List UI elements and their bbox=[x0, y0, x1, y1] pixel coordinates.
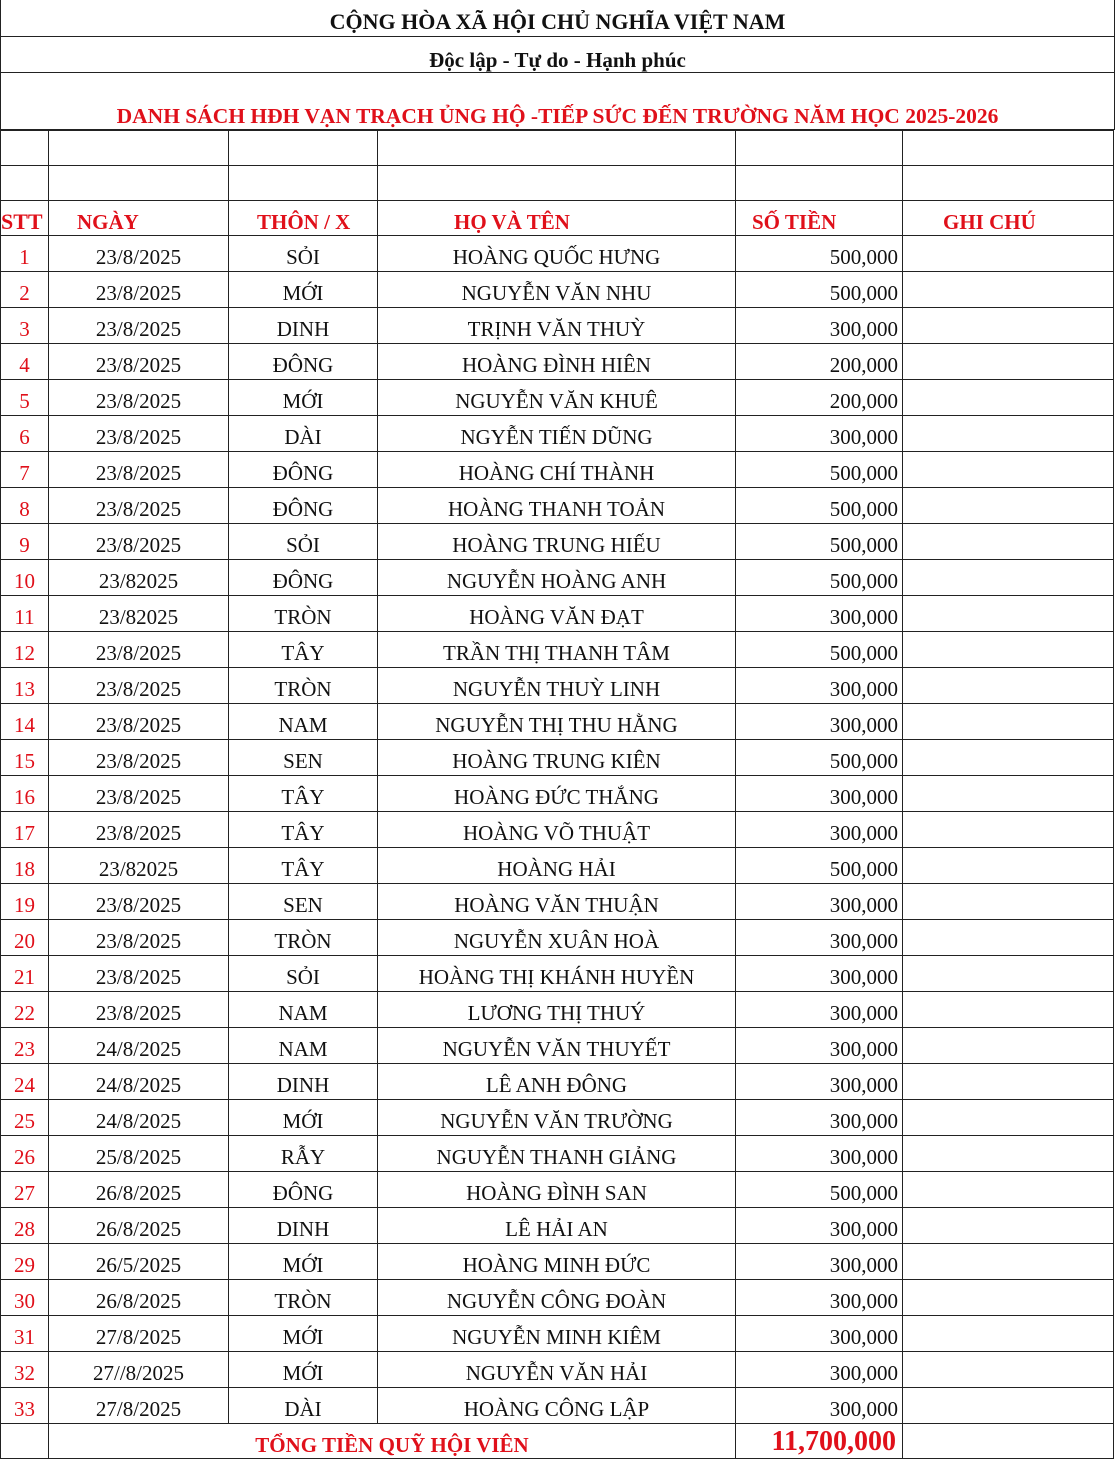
row-note[interactable] bbox=[903, 956, 1114, 992]
table-row bbox=[1, 632, 1114, 668]
row-name[interactable]: HOÀNG TRUNG KIÊN bbox=[378, 740, 736, 776]
table-row bbox=[1, 992, 1114, 1028]
row-village[interactable]: SEN bbox=[229, 740, 378, 776]
row-note[interactable] bbox=[903, 596, 1114, 632]
blank-row bbox=[1, 131, 1114, 166]
row-date[interactable]: 23/8/2025 bbox=[49, 488, 229, 524]
row-name[interactable]: TRỊNH VĂN THUỲ bbox=[378, 308, 736, 344]
row-note[interactable] bbox=[903, 416, 1114, 452]
row-name[interactable]: HOÀNG CÔNG LẬP bbox=[378, 1388, 736, 1424]
row-amount[interactable]: 300,000 bbox=[736, 1316, 903, 1352]
row-amount[interactable]: 300,000 bbox=[736, 1064, 903, 1100]
row-village[interactable]: TRÒN bbox=[229, 920, 378, 956]
total-row bbox=[1, 1424, 1114, 1459]
row-amount[interactable]: 300,000 bbox=[736, 1280, 903, 1316]
row-amount[interactable]: 500,000 bbox=[736, 848, 903, 884]
header-note[interactable]: GHI CHÚ bbox=[903, 201, 1114, 236]
row-stt[interactable]: 15 bbox=[1, 740, 49, 776]
row-date[interactable]: 24/8/2025 bbox=[49, 1064, 229, 1100]
row-date[interactable]: 23/8/2025 bbox=[49, 416, 229, 452]
row-amount[interactable]: 300,000 bbox=[736, 1136, 903, 1172]
cell[interactable] bbox=[1, 1424, 49, 1459]
row-name[interactable]: HOÀNG THỊ KHÁNH HUYỀN bbox=[378, 956, 736, 992]
row-stt[interactable]: 32 bbox=[1, 1352, 49, 1388]
blank-row bbox=[1, 166, 1114, 201]
row-stt[interactable]: 16 bbox=[1, 776, 49, 812]
document-title: DANH SÁCH HĐH VẠN TRẠCH ỦNG HỘ -TIẾP SỨC ĐẾN TRƯỜNG NĂM HỌC 2025-2026 bbox=[0, 73, 1115, 130]
column-header-row bbox=[1, 201, 1114, 236]
row-stt[interactable]: 20 bbox=[1, 920, 49, 956]
row-village[interactable]: TÂY bbox=[229, 812, 378, 848]
cell[interactable] bbox=[903, 131, 1114, 166]
row-date[interactable]: 26/8/2025 bbox=[49, 1172, 229, 1208]
row-amount[interactable]: 300,000 bbox=[736, 884, 903, 920]
row-amount[interactable]: 300,000 bbox=[736, 992, 903, 1028]
table-row bbox=[1, 560, 1114, 596]
row-date[interactable]: 26/8/2025 bbox=[49, 1208, 229, 1244]
row-village[interactable]: TRÒN bbox=[229, 668, 378, 704]
row-stt[interactable]: 27 bbox=[1, 1172, 49, 1208]
row-note[interactable] bbox=[903, 884, 1114, 920]
row-date[interactable]: 23/82025 bbox=[49, 596, 229, 632]
row-note[interactable] bbox=[903, 1280, 1114, 1316]
header-name[interactable]: HỌ VÀ TÊN bbox=[378, 201, 736, 236]
row-village[interactable]: TRÒN bbox=[229, 596, 378, 632]
table-row bbox=[1, 524, 1114, 560]
row-name[interactable]: NGUYỄN VĂN TRƯỜNG bbox=[378, 1100, 736, 1136]
row-village[interactable]: SỎI bbox=[229, 956, 378, 992]
row-note[interactable] bbox=[903, 1064, 1114, 1100]
row-note[interactable] bbox=[903, 992, 1114, 1028]
row-village[interactable]: NAM bbox=[229, 992, 378, 1028]
row-name[interactable]: LÊ ANH ĐÔNG bbox=[378, 1064, 736, 1100]
row-name[interactable]: LƯƠNG THỊ THUÝ bbox=[378, 992, 736, 1028]
row-stt[interactable]: 9 bbox=[1, 524, 49, 560]
row-date[interactable]: 23/8/2025 bbox=[49, 704, 229, 740]
row-amount[interactable]: 500,000 bbox=[736, 1172, 903, 1208]
row-name[interactable]: HOÀNG TRUNG HIẾU bbox=[378, 524, 736, 560]
table-row bbox=[1, 1208, 1114, 1244]
row-note[interactable] bbox=[903, 308, 1114, 344]
row-note[interactable] bbox=[903, 452, 1114, 488]
row-stt[interactable]: 18 bbox=[1, 848, 49, 884]
table-row bbox=[1, 1100, 1114, 1136]
header-stt[interactable]: STT bbox=[1, 201, 49, 236]
row-amount[interactable]: 300,000 bbox=[736, 776, 903, 812]
row-village[interactable]: ĐÔNG bbox=[229, 560, 378, 596]
row-note[interactable] bbox=[903, 488, 1114, 524]
row-date[interactable]: 23/8/2025 bbox=[49, 740, 229, 776]
row-name[interactable]: HOÀNG ĐỨC THẮNG bbox=[378, 776, 736, 812]
row-village[interactable]: DINH bbox=[229, 308, 378, 344]
row-note[interactable] bbox=[903, 920, 1114, 956]
row-date[interactable]: 23/8/2025 bbox=[49, 236, 229, 272]
row-stt[interactable]: 1 bbox=[1, 236, 49, 272]
table-row bbox=[1, 1280, 1114, 1316]
total-amount[interactable]: 11,700,000 bbox=[736, 1424, 903, 1459]
row-village[interactable]: TÂY bbox=[229, 632, 378, 668]
row-stt[interactable]: 23 bbox=[1, 1028, 49, 1064]
cell[interactable] bbox=[736, 131, 903, 166]
row-stt[interactable]: 30 bbox=[1, 1280, 49, 1316]
table-row bbox=[1, 1064, 1114, 1100]
row-name[interactable]: HOÀNG QUỐC HƯNG bbox=[378, 236, 736, 272]
table-row bbox=[1, 668, 1114, 704]
row-amount[interactable]: 300,000 bbox=[736, 1244, 903, 1280]
cell[interactable] bbox=[378, 166, 736, 201]
nation-heading: CỘNG HÒA XÃ HỘI CHỦ NGHĨA VIỆT NAM bbox=[0, 0, 1115, 37]
row-date[interactable]: 27/8/2025 bbox=[49, 1316, 229, 1352]
row-date[interactable]: 23/82025 bbox=[49, 848, 229, 884]
header-village[interactable]: THÔN / X bbox=[229, 201, 378, 236]
row-note[interactable] bbox=[903, 524, 1114, 560]
row-stt[interactable]: 4 bbox=[1, 344, 49, 380]
table-row bbox=[1, 452, 1114, 488]
donation-table bbox=[0, 130, 1114, 1459]
row-stt[interactable]: 17 bbox=[1, 812, 49, 848]
table-row bbox=[1, 1352, 1114, 1388]
row-village[interactable]: MỚI bbox=[229, 1352, 378, 1388]
row-note[interactable] bbox=[903, 1172, 1114, 1208]
cell[interactable] bbox=[1, 131, 49, 166]
cell[interactable] bbox=[1, 166, 49, 201]
table-row bbox=[1, 344, 1114, 380]
row-date[interactable]: 23/8/2025 bbox=[49, 812, 229, 848]
row-name[interactable]: NGYỄN TIẾN DŨNG bbox=[378, 416, 736, 452]
row-stt[interactable]: 7 bbox=[1, 452, 49, 488]
row-note[interactable] bbox=[903, 380, 1114, 416]
row-name[interactable]: HOÀNG ĐÌNH SAN bbox=[378, 1172, 736, 1208]
row-village[interactable]: MỚI bbox=[229, 380, 378, 416]
row-note[interactable] bbox=[903, 1352, 1114, 1388]
row-note[interactable] bbox=[903, 1028, 1114, 1064]
motto-heading: Độc lập - Tự do - Hạnh phúc bbox=[0, 37, 1115, 73]
row-stt[interactable]: 10 bbox=[1, 560, 49, 596]
row-name[interactable]: HOÀNG THANH TOẢN bbox=[378, 488, 736, 524]
row-stt[interactable]: 26 bbox=[1, 1136, 49, 1172]
row-stt[interactable]: 31 bbox=[1, 1316, 49, 1352]
row-name[interactable]: TRẦN THỊ THANH TÂM bbox=[378, 632, 736, 668]
row-date[interactable]: 26/8/2025 bbox=[49, 1280, 229, 1316]
row-name[interactable]: NGUYỄN THANH GIẢNG bbox=[378, 1136, 736, 1172]
row-date[interactable]: 24/8/2025 bbox=[49, 1100, 229, 1136]
row-village[interactable]: TÂY bbox=[229, 776, 378, 812]
row-name[interactable]: NGUYỄN CÔNG ĐOÀN bbox=[378, 1280, 736, 1316]
row-name[interactable]: NGUYỄN MINH KIÊM bbox=[378, 1316, 736, 1352]
row-stt[interactable]: 11 bbox=[1, 596, 49, 632]
row-village[interactable]: MỚI bbox=[229, 272, 378, 308]
row-name[interactable]: NGUYỄN VĂN THUYẾT bbox=[378, 1028, 736, 1064]
row-village[interactable]: DINH bbox=[229, 1208, 378, 1244]
table-row bbox=[1, 884, 1114, 920]
row-note[interactable] bbox=[903, 272, 1114, 308]
row-note[interactable] bbox=[903, 1316, 1114, 1352]
row-stt[interactable]: 21 bbox=[1, 956, 49, 992]
row-amount[interactable]: 300,000 bbox=[736, 704, 903, 740]
total-label[interactable]: TỔNG TIỀN QUỸ HỘI VIÊN bbox=[49, 1424, 736, 1459]
row-date[interactable]: 23/8/2025 bbox=[49, 272, 229, 308]
row-amount[interactable]: 500,000 bbox=[736, 452, 903, 488]
table-row bbox=[1, 236, 1114, 272]
row-date[interactable]: 26/5/2025 bbox=[49, 1244, 229, 1280]
table-row bbox=[1, 956, 1114, 992]
row-date[interactable]: 27/8/2025 bbox=[49, 1388, 229, 1424]
row-stt[interactable]: 3 bbox=[1, 308, 49, 344]
row-village[interactable]: MỚI bbox=[229, 1316, 378, 1352]
row-name[interactable]: LÊ HẢI AN bbox=[378, 1208, 736, 1244]
row-note[interactable] bbox=[903, 632, 1114, 668]
row-amount[interactable]: 300,000 bbox=[736, 596, 903, 632]
row-name[interactable]: NGUYỄN THUỲ LINH bbox=[378, 668, 736, 704]
row-note[interactable] bbox=[903, 668, 1114, 704]
row-name[interactable]: NGUYỄN VĂN KHUÊ bbox=[378, 380, 736, 416]
row-name[interactable]: HOÀNG HẢI bbox=[378, 848, 736, 884]
row-name[interactable]: NGUYỄN VĂN HẢI bbox=[378, 1352, 736, 1388]
header-amount[interactable]: SỐ TIỀN bbox=[736, 201, 903, 236]
row-amount[interactable]: 200,000 bbox=[736, 344, 903, 380]
row-name[interactable]: HOÀNG VĂN ĐẠT bbox=[378, 596, 736, 632]
table-row bbox=[1, 740, 1114, 776]
row-stt[interactable]: 13 bbox=[1, 668, 49, 704]
table-row bbox=[1, 848, 1114, 884]
row-date[interactable]: 23/82025 bbox=[49, 560, 229, 596]
table-row bbox=[1, 596, 1114, 632]
row-stt[interactable]: 2 bbox=[1, 272, 49, 308]
row-amount[interactable]: 300,000 bbox=[736, 1028, 903, 1064]
table-row bbox=[1, 1388, 1114, 1424]
table-row bbox=[1, 308, 1114, 344]
row-village[interactable]: ĐÔNG bbox=[229, 452, 378, 488]
table-row bbox=[1, 272, 1114, 308]
row-date[interactable]: 23/8/2025 bbox=[49, 776, 229, 812]
row-note[interactable] bbox=[903, 1388, 1114, 1424]
row-name[interactable]: NGUYỄN XUÂN HOÀ bbox=[378, 920, 736, 956]
row-village[interactable]: DINH bbox=[229, 1064, 378, 1100]
row-name[interactable]: NGUYỄN HOÀNG ANH bbox=[378, 560, 736, 596]
row-date[interactable]: 23/8/2025 bbox=[49, 344, 229, 380]
row-note[interactable] bbox=[903, 1244, 1114, 1280]
header-date[interactable]: NGÀY bbox=[49, 201, 229, 236]
row-name[interactable]: HOÀNG MINH ĐỨC bbox=[378, 1244, 736, 1280]
row-date[interactable]: 23/8/2025 bbox=[49, 920, 229, 956]
cell[interactable] bbox=[229, 166, 378, 201]
row-date[interactable]: 23/8/2025 bbox=[49, 632, 229, 668]
row-amount[interactable]: 300,000 bbox=[736, 668, 903, 704]
row-amount[interactable]: 300,000 bbox=[736, 1388, 903, 1424]
table-row bbox=[1, 776, 1114, 812]
row-amount[interactable]: 300,000 bbox=[736, 812, 903, 848]
row-village[interactable]: ĐÔNG bbox=[229, 488, 378, 524]
row-village[interactable]: SỎI bbox=[229, 524, 378, 560]
row-village[interactable]: MỚI bbox=[229, 1244, 378, 1280]
row-stt[interactable]: 25 bbox=[1, 1100, 49, 1136]
row-amount[interactable]: 200,000 bbox=[736, 380, 903, 416]
row-name[interactable]: HOÀNG ĐÌNH HIÊN bbox=[378, 344, 736, 380]
row-village[interactable]: DÀI bbox=[229, 416, 378, 452]
row-date[interactable]: 25/8/2025 bbox=[49, 1136, 229, 1172]
row-stt[interactable]: 6 bbox=[1, 416, 49, 452]
row-stt[interactable]: 14 bbox=[1, 704, 49, 740]
row-stt[interactable]: 33 bbox=[1, 1388, 49, 1424]
row-village[interactable]: TRÒN bbox=[229, 1280, 378, 1316]
row-village[interactable]: SEN bbox=[229, 884, 378, 920]
row-stt[interactable]: 5 bbox=[1, 380, 49, 416]
row-amount[interactable]: 300,000 bbox=[736, 920, 903, 956]
row-amount[interactable]: 500,000 bbox=[736, 236, 903, 272]
row-note[interactable] bbox=[903, 344, 1114, 380]
cell[interactable] bbox=[49, 131, 229, 166]
row-amount[interactable]: 300,000 bbox=[736, 956, 903, 992]
row-village[interactable]: NAM bbox=[229, 704, 378, 740]
row-note[interactable] bbox=[903, 1208, 1114, 1244]
table-row bbox=[1, 1244, 1114, 1280]
row-note[interactable] bbox=[903, 812, 1114, 848]
row-amount[interactable]: 300,000 bbox=[736, 1352, 903, 1388]
row-stt[interactable]: 12 bbox=[1, 632, 49, 668]
table-row bbox=[1, 1136, 1114, 1172]
row-village[interactable]: ĐÔNG bbox=[229, 1172, 378, 1208]
table-row bbox=[1, 416, 1114, 452]
row-name[interactable]: NGUYỄN THỊ THU HẰNG bbox=[378, 704, 736, 740]
table-row bbox=[1, 380, 1114, 416]
cell[interactable] bbox=[378, 131, 736, 166]
row-amount[interactable]: 500,000 bbox=[736, 272, 903, 308]
row-amount[interactable]: 500,000 bbox=[736, 524, 903, 560]
table-row bbox=[1, 812, 1114, 848]
row-stt[interactable]: 28 bbox=[1, 1208, 49, 1244]
table-row bbox=[1, 1172, 1114, 1208]
row-note[interactable] bbox=[903, 740, 1114, 776]
row-note[interactable] bbox=[903, 776, 1114, 812]
row-stt[interactable]: 8 bbox=[1, 488, 49, 524]
row-date[interactable]: 23/8/2025 bbox=[49, 884, 229, 920]
row-amount[interactable]: 500,000 bbox=[736, 740, 903, 776]
row-village[interactable]: NAM bbox=[229, 1028, 378, 1064]
row-date[interactable]: 23/8/2025 bbox=[49, 956, 229, 992]
row-stt[interactable]: 24 bbox=[1, 1064, 49, 1100]
row-amount[interactable]: 300,000 bbox=[736, 1208, 903, 1244]
row-name[interactable]: NGUYỄN VĂN NHU bbox=[378, 272, 736, 308]
cell[interactable] bbox=[903, 1424, 1114, 1459]
row-amount[interactable]: 300,000 bbox=[736, 1100, 903, 1136]
table-row bbox=[1, 488, 1114, 524]
row-village[interactable]: RẪY bbox=[229, 1136, 378, 1172]
row-note[interactable] bbox=[903, 704, 1114, 740]
row-village[interactable]: DÀI bbox=[229, 1388, 378, 1424]
row-stt[interactable]: 22 bbox=[1, 992, 49, 1028]
row-name[interactable]: HOÀNG VÕ THUẬT bbox=[378, 812, 736, 848]
row-note[interactable] bbox=[903, 236, 1114, 272]
row-amount[interactable]: 500,000 bbox=[736, 632, 903, 668]
table-row bbox=[1, 920, 1114, 956]
row-village[interactable]: MỚI bbox=[229, 1100, 378, 1136]
row-date[interactable]: 23/8/2025 bbox=[49, 380, 229, 416]
table-row bbox=[1, 704, 1114, 740]
table-row bbox=[1, 1028, 1114, 1064]
cell[interactable] bbox=[229, 131, 378, 166]
row-name[interactable]: HOÀNG VĂN THUẬN bbox=[378, 884, 736, 920]
row-note[interactable] bbox=[903, 848, 1114, 884]
row-amount[interactable]: 300,000 bbox=[736, 416, 903, 452]
row-village[interactable]: ĐÔNG bbox=[229, 344, 378, 380]
row-date[interactable]: 23/8/2025 bbox=[49, 668, 229, 704]
row-date[interactable]: 27//8/2025 bbox=[49, 1352, 229, 1388]
row-amount[interactable]: 500,000 bbox=[736, 560, 903, 596]
row-amount[interactable]: 300,000 bbox=[736, 308, 903, 344]
row-date[interactable]: 23/8/2025 bbox=[49, 452, 229, 488]
row-date[interactable]: 23/8/2025 bbox=[49, 308, 229, 344]
row-stt[interactable]: 29 bbox=[1, 1244, 49, 1280]
row-village[interactable]: TÂY bbox=[229, 848, 378, 884]
row-name[interactable]: HOÀNG CHÍ THÀNH bbox=[378, 452, 736, 488]
cell[interactable] bbox=[903, 166, 1114, 201]
row-note[interactable] bbox=[903, 1100, 1114, 1136]
row-stt[interactable]: 19 bbox=[1, 884, 49, 920]
row-amount[interactable]: 500,000 bbox=[736, 488, 903, 524]
row-date[interactable]: 23/8/2025 bbox=[49, 992, 229, 1028]
cell[interactable] bbox=[736, 166, 903, 201]
table-row bbox=[1, 1316, 1114, 1352]
row-date[interactable]: 23/8/2025 bbox=[49, 524, 229, 560]
row-village[interactable]: SỎI bbox=[229, 236, 378, 272]
cell[interactable] bbox=[49, 166, 229, 201]
row-note[interactable] bbox=[903, 1136, 1114, 1172]
row-date[interactable]: 24/8/2025 bbox=[49, 1028, 229, 1064]
row-note[interactable] bbox=[903, 560, 1114, 596]
